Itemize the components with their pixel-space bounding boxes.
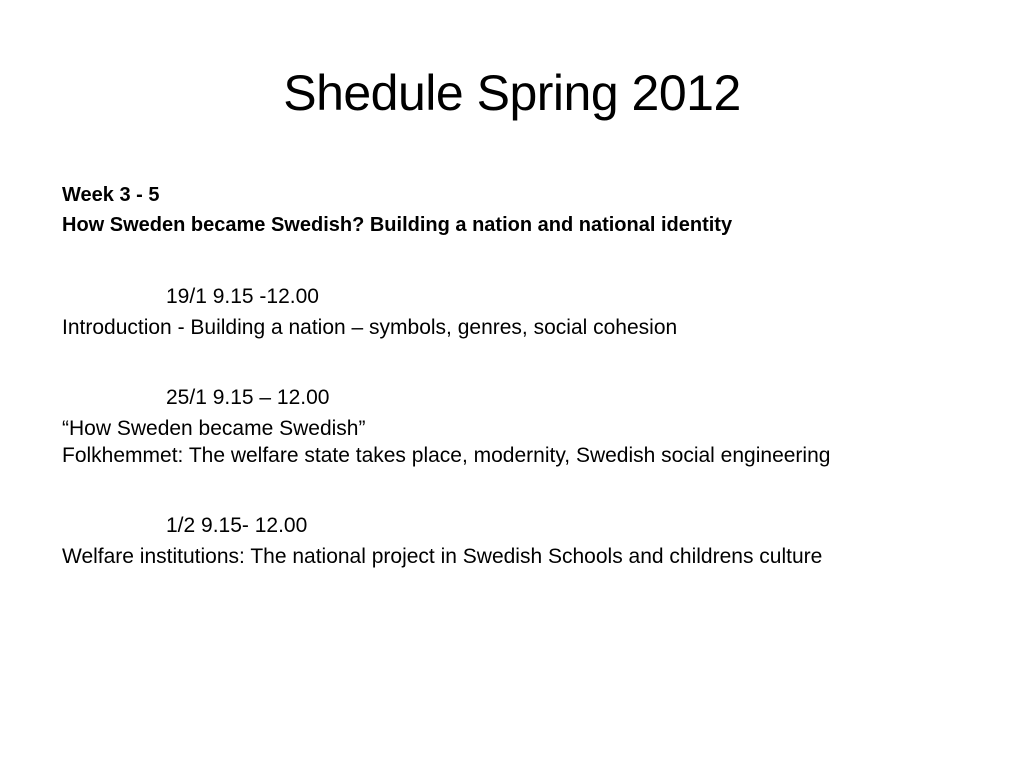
slide-title: Shedule Spring 2012 [283, 65, 741, 121]
spacer [62, 240, 962, 280]
session-3 [62, 509, 962, 570]
session-description: “How Sweden became Swedish” [62, 417, 366, 440]
slide-content [62, 180, 962, 570]
course-subtitle: How Sweden became Swedish? Building a nation and national identity [62, 214, 733, 236]
spacer [62, 469, 962, 509]
session-1 [62, 280, 962, 341]
session-description: Introduction - Building a nation – symbols, genres, social cohesion [62, 316, 678, 339]
session-description: Folkhemmet: The welfare state takes place, modernity, Swedish social engineering [62, 444, 831, 467]
session-date: 1/2 9.15- 12.00 [166, 514, 308, 537]
session-2 [62, 381, 962, 469]
session-date: 25/1 9.15 – 12.00 [166, 386, 330, 409]
week-heading: Week 3 - 5 [62, 184, 160, 206]
spacer [62, 341, 962, 381]
session-date: 19/1 9.15 -12.00 [166, 285, 319, 308]
session-description: Welfare institutions: The national project in Swedish Schools and childrens culture [62, 545, 823, 568]
